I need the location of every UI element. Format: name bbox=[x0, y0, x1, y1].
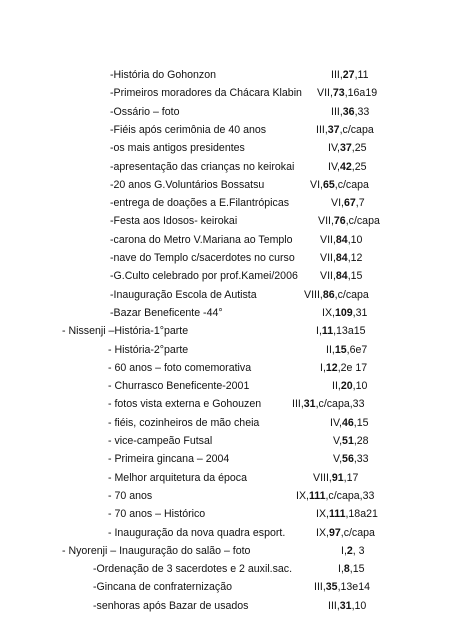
page-number: 67 bbox=[343, 197, 356, 210]
entry-reference bbox=[320, 231, 362, 249]
entry-title: - Inauguração da nova quadra esport. bbox=[108, 526, 286, 539]
entry-title: -carona do Metro V.Mariana ao Templo bbox=[110, 233, 293, 246]
index-entry bbox=[0, 450, 452, 468]
entry-title: -Gincana de confraternização bbox=[93, 581, 232, 594]
page-number: 84 bbox=[335, 233, 348, 246]
entry-reference bbox=[333, 432, 369, 450]
index-entry bbox=[0, 542, 452, 560]
volume-number: IX, bbox=[316, 508, 329, 521]
entry-reference bbox=[330, 414, 369, 432]
index-entry bbox=[0, 469, 452, 487]
page-detail: ,15 bbox=[347, 270, 363, 283]
volume-number: IV, bbox=[328, 142, 340, 155]
page-number: 37 bbox=[339, 142, 352, 155]
entry-title: - Melhor arquitetura da época bbox=[108, 471, 247, 484]
entry-title: - fiéis, cozinheiros de mão cheia bbox=[108, 416, 260, 429]
page-detail: ,c/capa bbox=[340, 526, 375, 539]
volume-number: III, bbox=[292, 398, 304, 411]
entry-title: - fotos vista externa e Gohouzen bbox=[108, 398, 262, 411]
volume-number: I, bbox=[316, 325, 322, 338]
entry-reference bbox=[331, 194, 365, 212]
volume-number: III, bbox=[331, 105, 343, 118]
index-entry bbox=[0, 286, 452, 304]
entry-reference bbox=[316, 121, 374, 139]
index-entry bbox=[0, 176, 452, 194]
page-number: 42 bbox=[339, 160, 352, 173]
entry-reference bbox=[328, 139, 367, 157]
index-entry bbox=[0, 597, 452, 615]
page-number: 46 bbox=[341, 416, 354, 429]
page-detail: ,28 bbox=[353, 435, 369, 447]
volume-number: IV, bbox=[330, 416, 342, 429]
page-number: 36 bbox=[342, 105, 355, 118]
page-number: 27 bbox=[342, 69, 355, 81]
entry-title: -Fiéis após cerimônia de 40 anos bbox=[110, 123, 267, 136]
entry-title: -G.Culto celebrado por prof.Kamei/2006 bbox=[110, 270, 298, 283]
page-number: 56 bbox=[342, 453, 354, 466]
page-detail: ,33 bbox=[354, 105, 370, 118]
entry-title: - 60 anos – foto comemorativa bbox=[108, 361, 252, 374]
entry-reference bbox=[310, 176, 369, 194]
volume-number: II, bbox=[326, 343, 335, 356]
volume-number: IX, bbox=[322, 306, 335, 319]
index-entry bbox=[0, 524, 452, 542]
volume-number: VI, bbox=[331, 197, 344, 210]
index-entry bbox=[0, 395, 452, 413]
entry-title: -Inauguração Escola de Autista bbox=[110, 288, 257, 301]
entry-title: - Nyorenji – Inauguração do salão – foto bbox=[62, 544, 251, 557]
page-number: 111 bbox=[328, 508, 346, 521]
page-detail: ,10 bbox=[351, 599, 367, 612]
entry-title: - História-2°parte bbox=[108, 343, 189, 356]
page-number: 51 bbox=[342, 435, 354, 447]
page-number: 111 bbox=[308, 489, 326, 502]
page-detail: ,17 bbox=[343, 471, 359, 484]
index-entry bbox=[0, 414, 452, 432]
entry-title: - vice-campeão Futsal bbox=[108, 435, 213, 447]
page-detail: ,15 bbox=[353, 416, 369, 429]
entry-reference bbox=[314, 578, 370, 596]
entry-title: -Ossário – foto bbox=[110, 105, 180, 118]
entry-reference bbox=[313, 469, 358, 487]
index-entry bbox=[0, 84, 452, 102]
volume-number: III, bbox=[316, 123, 328, 136]
entry-title: - Primeira gincana – 2004 bbox=[108, 453, 230, 466]
entry-reference bbox=[328, 158, 367, 176]
page-detail: ,31 bbox=[352, 306, 368, 319]
page-number: 20 bbox=[340, 380, 353, 393]
volume-number: VII, bbox=[320, 270, 336, 283]
index-entry bbox=[0, 231, 452, 249]
volume-number: III, bbox=[314, 581, 326, 594]
index-entry bbox=[0, 487, 452, 505]
page-number: 86 bbox=[322, 288, 335, 301]
page-detail: ,10 bbox=[352, 380, 368, 393]
entry-title: -apresentação das crianças no keirokai bbox=[110, 160, 295, 173]
index-entry bbox=[0, 267, 452, 285]
page-number: 11 bbox=[321, 325, 334, 338]
page-detail: ,c/capa bbox=[345, 215, 380, 228]
index-entry bbox=[0, 359, 452, 377]
entry-title: -História do Gohonzon bbox=[110, 69, 216, 81]
page-number: 31 bbox=[339, 599, 352, 612]
page-number: 12 bbox=[325, 361, 338, 374]
page-detail: ,6e7 bbox=[346, 343, 368, 356]
entry-reference bbox=[318, 212, 380, 230]
index-entry bbox=[0, 432, 452, 450]
volume-number: VIII, bbox=[313, 471, 332, 484]
entry-reference bbox=[333, 450, 369, 468]
entry-title: -os mais antigos presidentes bbox=[110, 142, 245, 155]
entry-reference bbox=[320, 267, 362, 285]
index-entry bbox=[0, 212, 452, 230]
page-detail: ,2e 17 bbox=[337, 361, 368, 374]
page-number: 2 bbox=[346, 544, 353, 557]
page-number: 97 bbox=[328, 526, 341, 539]
entry-reference bbox=[328, 597, 366, 615]
page-detail: ,33 bbox=[353, 453, 369, 466]
volume-number: VII, bbox=[320, 233, 336, 246]
volume-number: IV, bbox=[328, 160, 340, 173]
page-number: 31 bbox=[303, 398, 316, 411]
page-detail: ,c/capa,33 bbox=[325, 489, 375, 502]
entry-reference bbox=[316, 505, 378, 523]
page-detail: ,7 bbox=[355, 197, 365, 210]
volume-number: III, bbox=[331, 69, 343, 81]
index-entry bbox=[0, 341, 452, 359]
entry-reference bbox=[326, 341, 367, 359]
volume-number: IX, bbox=[296, 489, 309, 502]
volume-number: VII, bbox=[317, 87, 333, 100]
volume-number: I, bbox=[320, 361, 326, 374]
volume-number: V, bbox=[333, 453, 343, 466]
page-detail: ,10 bbox=[347, 233, 363, 246]
entry-title: - Nissenji –História-1°parte bbox=[62, 325, 189, 338]
page-detail: ,12 bbox=[347, 252, 363, 264]
entry-title: -Ordenação de 3 sacerdotes e 2 auxil.sac. bbox=[93, 563, 293, 576]
page-detail: ,c/capa bbox=[334, 178, 369, 191]
page-number: 65 bbox=[322, 178, 335, 191]
volume-number: IX, bbox=[316, 526, 329, 539]
volume-number: VII, bbox=[320, 252, 336, 264]
volume-number: VIII, bbox=[304, 288, 323, 301]
page-detail: ,13a15 bbox=[333, 325, 366, 338]
page-detail: ,11 bbox=[354, 69, 369, 81]
page-number: 8 bbox=[343, 563, 350, 576]
page-detail: ,25 bbox=[351, 160, 367, 173]
volume-number: II, bbox=[332, 380, 341, 393]
index-entry bbox=[0, 377, 452, 395]
index-entry bbox=[0, 304, 452, 322]
page-number: 91 bbox=[331, 471, 344, 484]
page-number: 109 bbox=[334, 306, 353, 319]
page-number: 37 bbox=[327, 123, 340, 136]
entry-reference bbox=[331, 103, 369, 121]
entry-title: -nave do Templo c/sacerdotes no curso bbox=[110, 252, 295, 264]
volume-number: I, bbox=[341, 544, 347, 557]
volume-number: VI, bbox=[310, 178, 323, 191]
entry-title: -Primeiros moradores da Chácara Klabin bbox=[110, 87, 302, 100]
page-number: 84 bbox=[335, 252, 348, 264]
volume-number: III, bbox=[328, 599, 340, 612]
entry-reference bbox=[331, 66, 369, 84]
index-entry bbox=[0, 121, 452, 139]
entry-title: -20 anos G.Voluntários Bossatsu bbox=[110, 178, 265, 191]
entry-reference bbox=[296, 487, 374, 505]
index-entry bbox=[0, 194, 452, 212]
page-number: 84 bbox=[335, 270, 348, 283]
page-detail: ,c/capa,33 bbox=[315, 398, 365, 411]
index-entry bbox=[0, 158, 452, 176]
index-entry bbox=[0, 560, 452, 578]
entry-title: - Churrasco Beneficente-2001 bbox=[108, 380, 250, 393]
page-detail: ,c/capa bbox=[334, 288, 369, 301]
index-entry bbox=[0, 505, 452, 523]
volume-number: V, bbox=[333, 435, 343, 447]
entry-reference bbox=[320, 249, 362, 267]
page-number: 35 bbox=[325, 581, 338, 594]
index-entry bbox=[0, 578, 452, 596]
entry-reference bbox=[322, 304, 367, 322]
index-entry bbox=[0, 322, 452, 340]
entry-reference bbox=[338, 560, 365, 578]
entry-title: -entrega de doações a E.Filantrópicas bbox=[110, 197, 290, 210]
entry-title: -senhoras após Bazar de usados bbox=[93, 599, 249, 612]
entry-reference bbox=[332, 377, 367, 395]
entry-title: -Bazar Beneficente -44° bbox=[110, 306, 223, 319]
entry-reference bbox=[316, 524, 375, 542]
page-detail: ,25 bbox=[351, 142, 367, 155]
page-detail: , 3 bbox=[352, 544, 365, 557]
page-detail: ,13e14 bbox=[337, 581, 370, 594]
page-detail: ,16a19 bbox=[344, 87, 378, 100]
index-entry bbox=[0, 103, 452, 121]
volume-number: VII, bbox=[318, 215, 334, 228]
entry-title: - 70 anos – Histórico bbox=[108, 508, 206, 521]
entry-reference bbox=[304, 286, 369, 304]
entry-title: -Festa aos Idosos- keirokai bbox=[110, 215, 238, 228]
index-entry bbox=[0, 249, 452, 267]
entry-reference bbox=[292, 395, 364, 413]
page-detail: ,18a21 bbox=[345, 508, 378, 521]
index-entry bbox=[0, 66, 452, 84]
entry-title: - 70 anos bbox=[108, 489, 153, 502]
page-number: 15 bbox=[334, 343, 347, 356]
volume-number: I, bbox=[338, 563, 344, 576]
index-entry bbox=[0, 139, 452, 157]
page-detail: ,c/capa bbox=[339, 123, 374, 136]
page-number: 76 bbox=[333, 215, 346, 228]
page-number: 73 bbox=[332, 87, 345, 100]
entry-reference bbox=[316, 322, 366, 340]
entry-reference bbox=[341, 542, 365, 560]
page-detail: ,15 bbox=[349, 563, 365, 576]
entry-reference bbox=[317, 84, 377, 102]
entry-reference bbox=[320, 359, 367, 377]
